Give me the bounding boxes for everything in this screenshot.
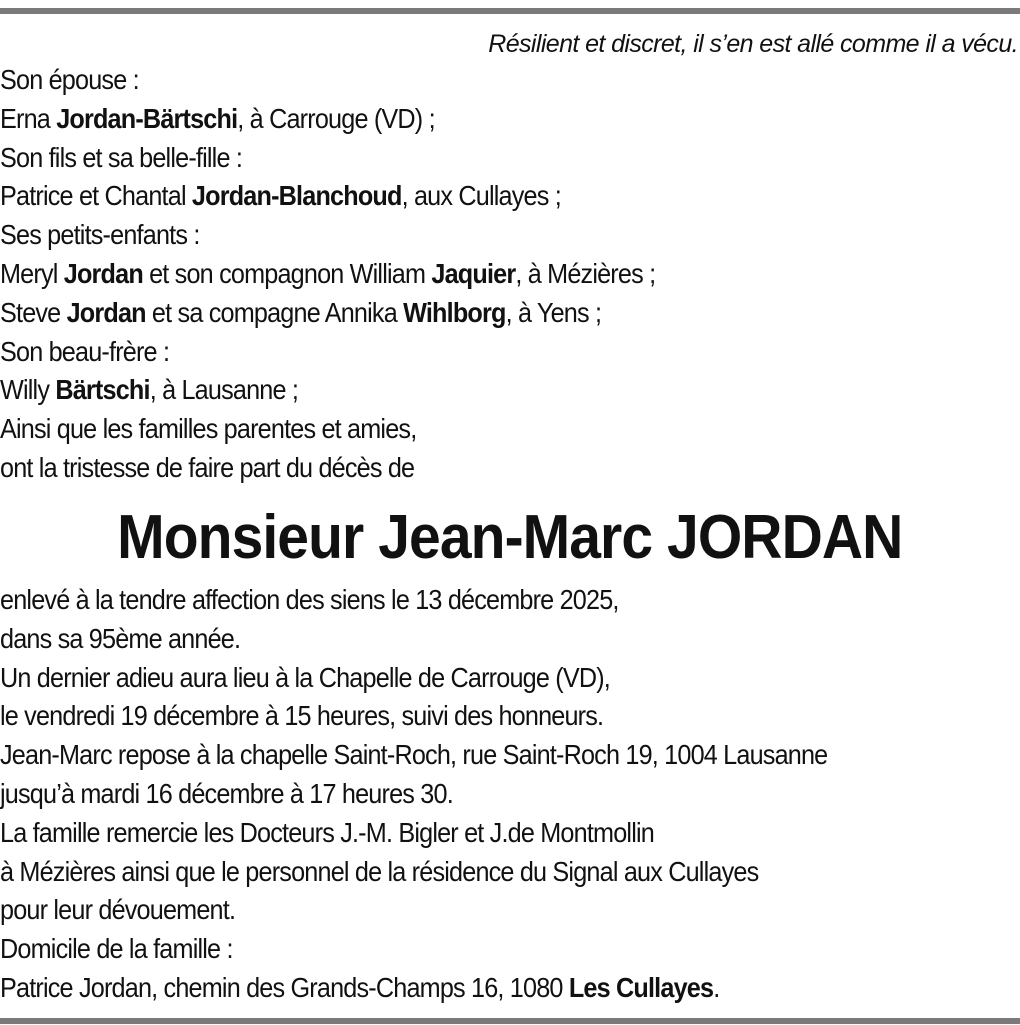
details-line-4: le vendredi 19 décembre à 15 heures, suivi des honneurs. [0,700,604,732]
grandchild-1-partner: et son compagnon William [142,257,432,289]
address-street: Patrice Jordan, chemin des Grands-Champs 16, 1080 [0,971,569,1003]
motto: Résilient et discret, il s’en est allé comme il a vécu. [488,30,1018,58]
details-line-9: pour leur dévouement. [0,894,236,926]
son-place: , aux Cullayes ; [401,180,561,212]
details-line-2: dans sa 95ème année. [0,622,241,654]
grandchild-2-place: , à Yens ; [505,296,602,328]
details-line-10: Domicile de la famille : [0,933,233,965]
deceased-name [0,502,1020,574]
grandchild-2-partner: et sa compagne Annika [145,296,404,328]
grandchild-line-2 [0,294,655,333]
grandchild-2-partner-last: Wihlborg [403,296,506,328]
grandchild-1-partner-last: Jaquier [431,257,516,289]
details-line-7: La famille remercie les Docteurs J.-M. Bigler et J.de Montmollin [0,816,655,848]
brother-in-law-first: Willy [0,374,56,406]
address-end: . [713,971,720,1003]
son-first-names: Patrice et Chantal [0,180,192,212]
grandchild-1-first: Meryl [0,257,64,289]
grandchild-2-first: Steve [0,296,67,328]
details-line-8: à Mézières ainsi que le personnel de la résidence du Signal aux Cullayes [0,855,759,887]
announcement: ont la tristesse de faire part du décès de [0,451,415,483]
other-relatives: Ainsi que les familles parentes et amies, [0,413,417,445]
brother-in-law-heading: Son beau-frère : [0,335,170,367]
bottom-rule [0,1018,1020,1024]
son-heading: Son fils et sa belle-fille : [0,141,243,173]
details-line-1: enlevé à la tendre affection des siens le 13 décembre 2025, [0,584,619,615]
spouse-line [0,100,655,139]
grandchild-1-place: , à Mézières ; [515,257,656,289]
grandchild-1-last: Jordan [63,257,143,289]
deceased-name-text: Monsieur Jean-Marc JORDAN [117,503,903,572]
grandchild-2-last: Jordan [66,296,146,328]
son-line [0,177,655,216]
brother-in-law-line [0,371,655,410]
spouse-heading: Son épouse : [0,64,139,95]
grandchildren-heading: Ses petits-enfants : [0,219,200,251]
details-line-5: Jean-Marc repose à la chapelle Saint-Roch, rue Saint-Roch 19, 1004 Lausanne [0,739,828,771]
spouse-last-name: Jordan-Bärtschi [56,102,238,134]
grandchild-line-1 [0,255,655,294]
brother-in-law-place: , à Lausanne ; [149,374,299,406]
family-address [0,969,827,1008]
family-list [0,61,728,488]
spouse-place: , à Carrouge (VD) ; [237,102,435,134]
details-line-6: jusqu’à mardi 16 décembre à 17 heures 30. [0,777,453,809]
son-last-name: Jordan-Blanchoud [191,180,402,212]
address-town: Les Cullayes [568,971,714,1003]
details-line-3: Un dernier adieu aura lieu à la Chapelle de Carrouge (VD), [0,661,611,693]
spouse-first-name: Erna [0,102,57,134]
top-rule [0,8,1020,14]
details-list [0,581,919,1008]
brother-in-law-last: Bärtschi [55,374,150,406]
